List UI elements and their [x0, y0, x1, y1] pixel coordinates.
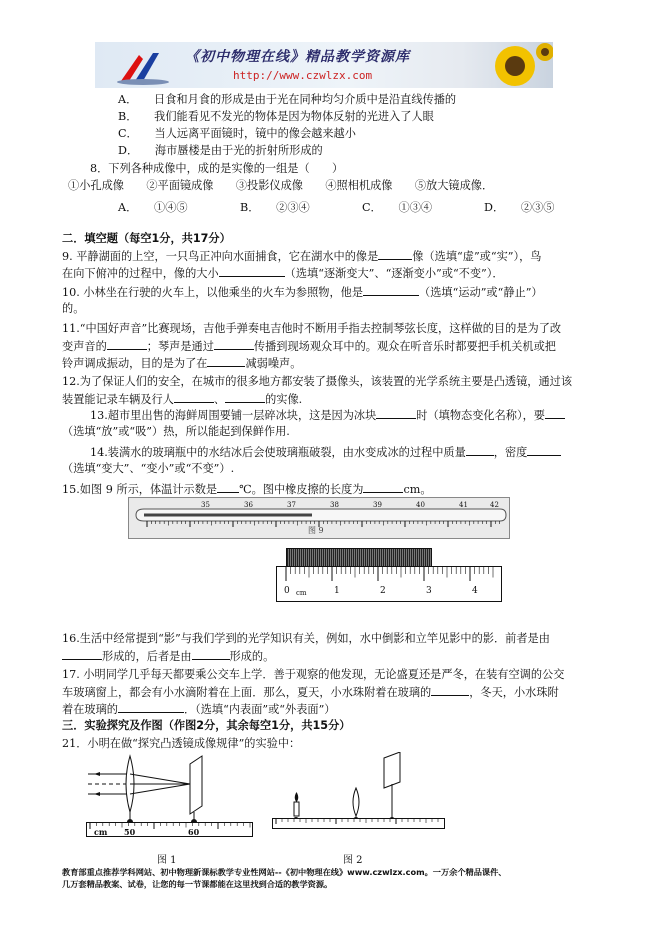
q12-text-c: 、 [213, 393, 226, 406]
q7-option-b: B． 我们能看见不发光的物体是因为物体反射的光进入了人眼 [118, 110, 434, 123]
q9-text-b: 像（选填“虚”或“实”），鸟 [412, 250, 542, 263]
q12-text-b: 装置能记录车辆及行人 [62, 393, 174, 406]
q17-line-1: 17. 小明同学几乎每天都要乘公交车上学．善于观察的他发现，无论盛夏还是严冬，在装有空调的公交 [62, 668, 565, 681]
q13-text-b: 时（填物态变化名称），要 [416, 409, 545, 422]
q9-text-d: （选填“逐渐变大”、“逐渐变小”或“不变”）． [284, 267, 504, 280]
q14-blank-2[interactable] [527, 444, 561, 456]
q14-line-1 [90, 444, 630, 460]
q11-line-1: 11.“中国好声音”比赛现场，吉他手弹奏电吉他时不断用手指去控制琴弦长度，这样做的目的是为了改 [62, 322, 562, 335]
candle [294, 802, 299, 816]
q21-stem: 21．小明在做“探究凸透镜成像规律”的实验中： [62, 737, 301, 750]
q15-text-b: ℃。图中橡皮擦的长度为 [239, 483, 364, 496]
fig1-tick-60: 60 [188, 827, 200, 837]
q9-blank-2[interactable] [219, 265, 285, 277]
therm-label-36: 36 [244, 501, 253, 509]
q15-blank-2[interactable] [363, 481, 403, 493]
q10-blank[interactable] [363, 284, 419, 296]
ruler-label-1: 1 [334, 586, 340, 596]
q8-option-c: C． ①③④ [362, 201, 433, 214]
therm-label-35: 35 [201, 501, 210, 509]
fig2-caption: 图 2 [343, 855, 363, 866]
q17-text-b: 车玻璃窗上，都会有小水滴附着在上面．那么，夏天，小水珠附着在玻璃的 [62, 686, 432, 699]
q7-option-a: A． 日食和月食的形成是由于光在同种均匀介质中是沿直线传播的 [118, 93, 457, 106]
q17-blank-1[interactable] [431, 684, 469, 696]
site-banner [95, 42, 553, 88]
q11-text-d: 传播到现场观众耳中的。观众在听音乐时都要把手机关机或把 [253, 340, 556, 353]
footer-line-1: 教育部重点推荐学科网站、初中物理新课标教学专业性网站--《初中物理在线》www.czwlzx.com。一万余个精品课件、 [62, 867, 507, 877]
q11-text-f: 减弱噪声。 [245, 357, 302, 370]
q11-line-3 [62, 355, 602, 371]
banner-title: 《初中物理在线》精品教学资源库 [185, 49, 410, 65]
q10-line-1 [62, 284, 602, 300]
logo-icon [113, 45, 171, 87]
q10-text-b: （选填“运动”或“静止”） [419, 286, 543, 299]
q13-line-1 [90, 407, 630, 423]
q11-text-c: ；琴声是通过 [146, 340, 214, 353]
q17-line-3 [62, 701, 602, 717]
q9-text-c: 在向下俯冲的过程中，像的大小 [62, 267, 219, 280]
fig1-labels [86, 752, 256, 844]
q12-blank-2[interactable] [225, 391, 265, 403]
fig2-lens-diagram [272, 752, 448, 832]
fig1-unit: cm [94, 827, 108, 837]
footer-line-2: 几万套精品教案、试卷，让您的每一节课都能在这里找到合适的教学资源。 [62, 879, 333, 889]
q14-text-b: ，密度 [493, 446, 528, 459]
flame-icon [295, 792, 299, 802]
q17-blank-2[interactable] [118, 701, 184, 713]
q15-text-a: 15.如图 9 所示，体温计示数是 [62, 483, 218, 496]
q11-text-b: 变声音的 [62, 340, 107, 353]
therm-label-40: 40 [416, 501, 425, 509]
q17-text-e: ．（选填“内表面”或“外表面”） [183, 703, 336, 716]
q12-line-1: 12.为了保证人们的安全，在城市的很多地方都安装了摄像头，该装置的光学系统主要是凸透镜，通过该 [62, 375, 573, 388]
ruler-labels [276, 566, 502, 602]
therm-label-39: 39 [373, 501, 382, 509]
q16-line-2 [62, 648, 602, 664]
q16-blank-1[interactable] [62, 648, 102, 660]
ruler-label-2: 2 [380, 586, 386, 596]
q9-text-a: 9. 平静湖面的上空，一只鸟正冲向水面捕食，它在湖水中的像是 [62, 250, 379, 263]
q11-blank-1[interactable] [107, 338, 147, 350]
q9-line-2 [62, 265, 602, 281]
therm-label-42: 42 [490, 501, 499, 509]
q15-blank-1[interactable] [217, 481, 239, 493]
q9-line-1 [62, 248, 602, 264]
q8-stem: 8．下列各种成像中，成的是实像的一组是（ ） [90, 162, 344, 175]
q16-text-b: 形成的，后者是由 [102, 650, 192, 663]
q13-line-2: （选填“放”或“吸”）热，所以能起到保鲜作用. [62, 425, 290, 438]
q11-line-2 [62, 338, 602, 354]
fig9-label: 图 9 [308, 526, 324, 535]
q15-line [62, 481, 602, 497]
banner-url[interactable]: http://www.czwlzx.com [233, 69, 373, 82]
q16-line-1: 16.生活中经常提到“影”与我们学到的光学知识有关，例如，水中倒影和立竿见影中的影．前者是由 [62, 632, 550, 645]
q10-line-2: 的。 [62, 302, 85, 315]
q12-blank-1[interactable] [174, 391, 214, 403]
q14-text-a: 14.装满水的玻璃瓶中的水结冰后会使玻璃瓶破裂，由水变成冰的过程中质量 [90, 446, 466, 459]
q17-line-2 [62, 684, 602, 700]
therm-label-37: 37 [287, 501, 296, 509]
q17-text-c: ，冬天，小水珠附 [469, 686, 559, 699]
ruler-label-0: 0 [284, 586, 290, 596]
ruler-label-3: 3 [426, 586, 432, 596]
section-3-title: 三．实验探究及作图（作图2分，其余每空1分，共15分） [62, 719, 351, 732]
q11-blank-2[interactable] [214, 338, 254, 350]
mercury-column [144, 514, 312, 517]
fig1-caption: 图 1 [157, 855, 177, 866]
q13-blank-1[interactable] [376, 407, 416, 419]
therm-label-41: 41 [459, 501, 468, 509]
sunflower-icon [475, 42, 553, 88]
screen [384, 752, 400, 788]
q14-blank-1[interactable] [466, 444, 494, 456]
ruler-label-4: 4 [472, 586, 478, 596]
fig1-tick-50: 50 [124, 827, 136, 837]
q13-text-a: 13.超市里出售的海鲜周围要铺一层碎冰块，这是因为冰块 [90, 409, 377, 422]
q14-line-2: （选填“变大”、“变小”或“不变”）. [62, 462, 235, 475]
q12-line-2 [62, 391, 602, 407]
q8-option-a: A． ①④⑤ [118, 201, 188, 214]
ruler-unit: cm [296, 589, 307, 597]
q8-option-b: B． ②③④ [240, 201, 310, 214]
q9-blank-1[interactable] [378, 248, 412, 260]
q10-text-a: 10. 小林坐在行驶的火车上，以他乘坐的火车为参照物，他是 [62, 286, 364, 299]
q7-option-c: C． 当人远离平面镜时，镜中的像会越来越小 [118, 127, 356, 140]
q15-text-c: cm。 [403, 483, 432, 496]
q11-text-e: 铃声调成振动，目的是为了在 [62, 357, 208, 370]
q8-items: ①小孔成像 ②平面镜成像 ③投影仪成像 ④照相机成像 ⑤放大镜成像． [68, 179, 494, 192]
q16-text-c: 形成的。 [229, 650, 275, 663]
q7-option-d: D． 海市蜃楼是由于光的折射所形成的 [118, 144, 323, 157]
thermometer-scale-labels [128, 497, 510, 511]
q11-blank-3[interactable] [207, 355, 245, 367]
q16-blank-2[interactable] [192, 648, 230, 660]
q13-blank-2[interactable] [545, 407, 565, 419]
q12-text-d: 的实像. [265, 393, 303, 406]
q8-option-d: D． ②③⑤ [484, 201, 555, 214]
convex-lens [353, 788, 359, 816]
therm-label-38: 38 [330, 501, 339, 509]
q17-text-d: 着在玻璃的 [62, 703, 118, 716]
section-2-title: 二．填空题（每空1分，共17分） [62, 232, 231, 245]
